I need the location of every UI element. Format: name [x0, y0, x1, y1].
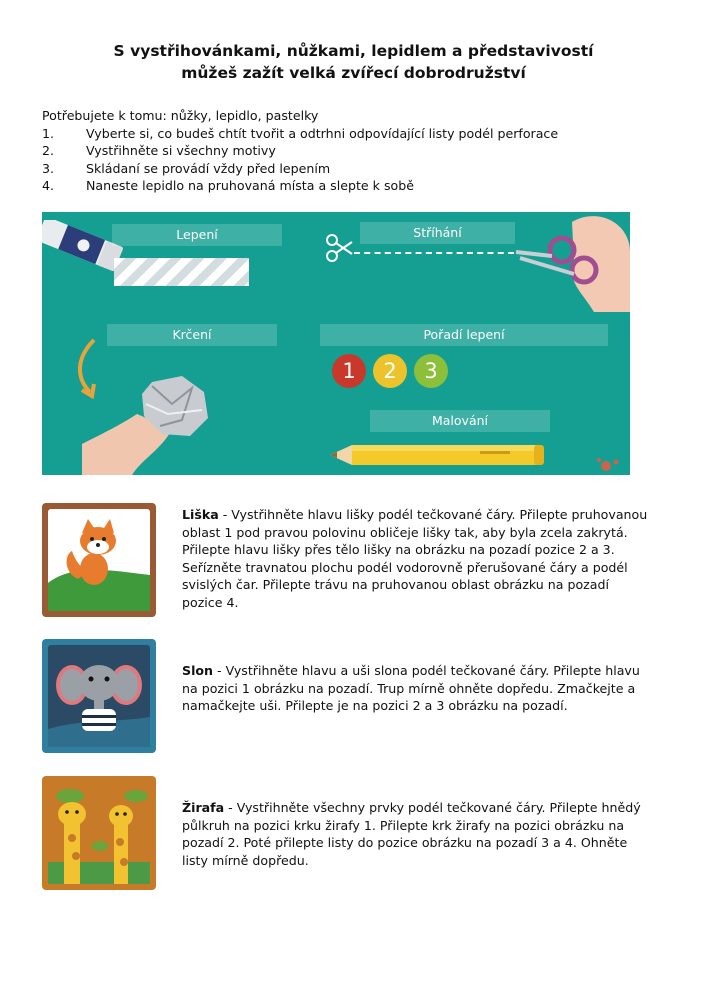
step-3	[42, 160, 672, 178]
order-number-3: 3	[414, 354, 448, 388]
elephant-instructions	[182, 662, 652, 715]
item-text: - Vystřihněte hlavu a uši slona podél tečkované čáry. Přilepte hlavu na pozici 1 obrázku na pozadí. Trup mírně ohněte dopředu. Zmačkejte a namačkejte uši. Přilepte je na pozici 2 a 3 obrázku na pozadí.	[182, 663, 640, 714]
giraffe-illustration	[42, 776, 156, 890]
item-name: Liška	[182, 507, 219, 522]
order-number-1: 1	[332, 354, 366, 388]
giraffe-image	[42, 776, 156, 890]
instruction-panel	[42, 212, 630, 475]
crumpled-foil-icon	[82, 374, 212, 475]
label-kreceni: Krčení	[107, 324, 277, 346]
step-number: 4.	[42, 178, 55, 193]
intro-section	[42, 107, 672, 195]
title-line-2: můžeš zažít velká zvířecí dobrodružství	[181, 64, 526, 82]
step-text: Skládaní se provádí vždy před lepením	[86, 160, 331, 176]
label-lepeni: Lepení	[112, 224, 282, 246]
step-text: Vyberte si, co budeš chtít tvořit a odtrhni odpovídající listy podél perforace	[86, 125, 559, 141]
fox-illustration	[42, 503, 156, 617]
elephant-illustration	[42, 639, 156, 753]
label-poradi: Pořadí lepení	[320, 324, 608, 346]
step-text: Naneste lepidlo na pruhovaná místa a slepte k sobě	[86, 178, 414, 193]
step-text: Vystřihněte si všechny motivy	[86, 143, 276, 158]
elephant-image	[42, 639, 156, 753]
dashed-cut-line	[354, 252, 514, 254]
striped-glue-area	[114, 258, 249, 286]
label-strihani: Stříhání	[360, 222, 515, 244]
giraffe-instructions	[182, 799, 652, 869]
step-number: 2.	[42, 143, 55, 158]
step-1	[42, 125, 672, 143]
item-text: - Vystřihněte hlavu lišky podél tečkované čáry. Přilepte pruhovanou oblast 1 pod pravou polovinu obličeje lišky tak, aby byla zcela zakrytá. Přilepte hlavu lišky přes tělo lišky na obrázku na pozadí pozice 2 a 3. Seřízněte travnatou plochu podél vodorovně přerušované čáry a podél svislých čar. Přilepte trávu na pruhovanou oblast obrázku na pozadí pozice 4.	[182, 507, 648, 610]
scissors-icon	[324, 232, 354, 264]
hand-scissors-icon	[512, 212, 630, 312]
title-line-1: S vystřihovánkami, nůžkami, lepidlem a představivostí	[113, 42, 594, 60]
step-number: 3.	[42, 160, 55, 176]
pencil-icon	[330, 442, 550, 468]
order-number-2: 2	[373, 354, 407, 388]
page-title	[0, 40, 707, 84]
item-name: Slon	[182, 663, 214, 678]
label-malovani: Malování	[370, 410, 550, 432]
item-text: - Vystřihněte všechny prvky podél tečkované čáry. Přilepte hnědý půlkruh na pozici krku žirafy 1. Přilepte krk žirafy na pozici obrázku na pozadí 2. Poté přilepte listy do pozice obrázku na pozadí 3 a 4. Ohněte listy mírně dopředu.	[182, 800, 641, 868]
needs-line: Potřebujete k tomu: nůžky, lepidlo, pastelky	[42, 108, 319, 123]
fox-image	[42, 503, 156, 617]
item-name: Žirafa	[182, 800, 225, 815]
step-number: 1.	[42, 125, 55, 141]
fox-instructions	[182, 506, 652, 612]
step-4	[42, 177, 672, 195]
step-2	[42, 142, 672, 160]
paint-splash-icon	[594, 454, 624, 474]
